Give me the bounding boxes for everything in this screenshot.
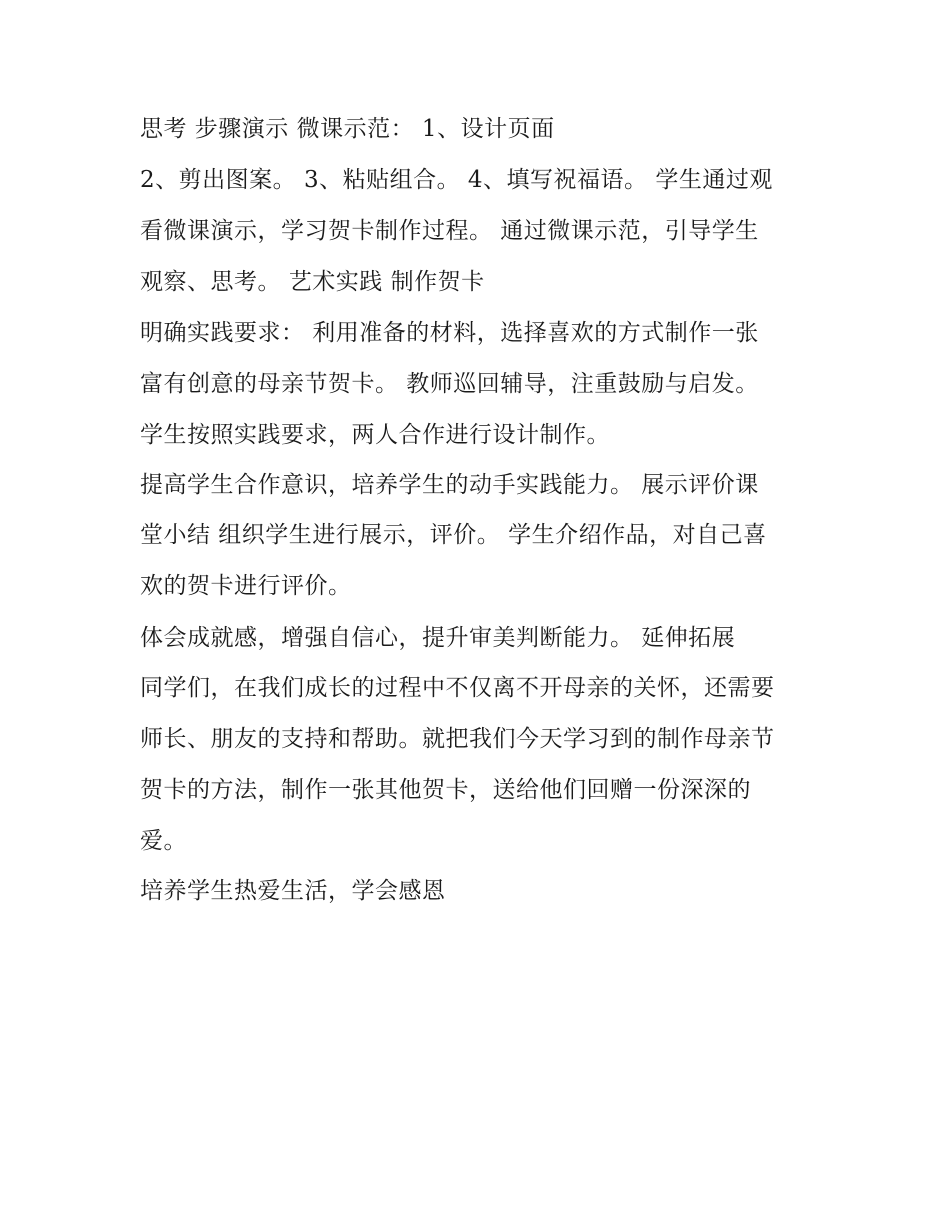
text-line: 同学们，在我们成长的过程中不仅离不开母亲的关怀，还需要	[140, 675, 775, 701]
text-line: 爱。	[140, 828, 187, 854]
text-line: 学生按照实践要求，两人合作进行设计制作。	[140, 422, 610, 448]
text-line: 看微课演示，学习贺卡制作过程。 通过微课示范，引导学生	[140, 218, 759, 244]
text-line: 堂小结 组织学生进行展示，评价。 学生介绍作品，对自己喜	[140, 522, 767, 548]
text-line: 思考 步骤演示 微课示范： 1、设计页面	[140, 116, 555, 142]
text-line: 欢的贺卡进行评价。	[140, 573, 352, 599]
text-line: 贺卡的方法，制作一张其他贺卡，送给他们回赠一份深深的	[140, 777, 751, 803]
text-line: 师长、朋友的支持和帮助。就把我们今天学习到的制作母亲节	[140, 726, 775, 752]
text-line: 培养学生热爱生活，学会感恩	[140, 878, 446, 904]
text-line: 富有创意的母亲节贺卡。 教师巡回辅导，注重鼓励与启发。	[140, 371, 759, 397]
text-line: 明确实践要求： 利用准备的材料，选择喜欢的方式制作一张	[140, 320, 759, 346]
text-line: 2、剪出图案。 3、粘贴组合。 4、填写祝福语。 学生通过观	[140, 167, 773, 193]
text-line: 提高学生合作意识，培养学生的动手实践能力。 展示评价课	[140, 472, 759, 498]
text-line: 体会成就感，增强自信心，提升审美判断能力。 延伸拓展	[140, 625, 736, 651]
text-line: 观察、思考。 艺术实践 制作贺卡	[140, 269, 485, 295]
